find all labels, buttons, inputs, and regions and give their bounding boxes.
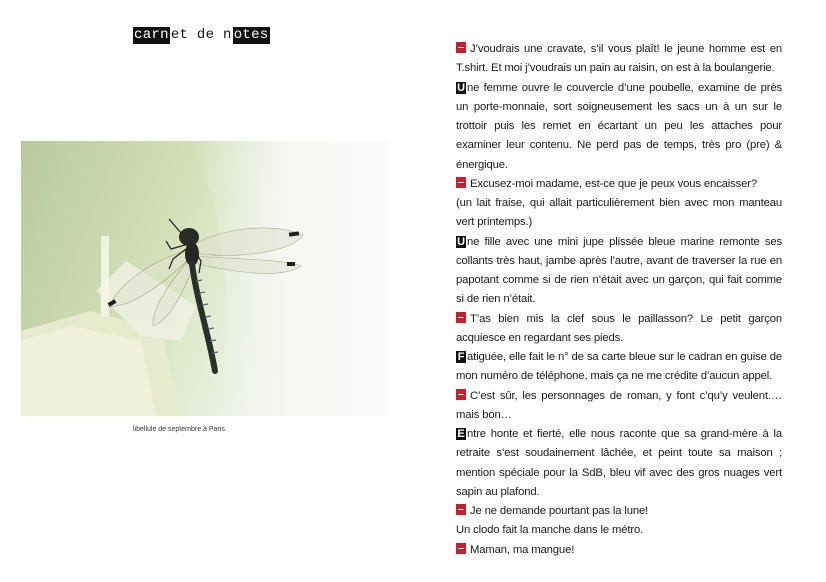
red-dash-marker xyxy=(456,389,466,400)
note-paragraph xyxy=(456,387,782,426)
note-paragraph xyxy=(456,502,782,521)
drop-initial: U xyxy=(457,235,465,248)
note-paragraph xyxy=(456,233,782,310)
drop-initial: F xyxy=(457,351,465,363)
note-paragraph xyxy=(456,175,782,194)
paragraph-text: C’est sûr, les personnages de roman, y font c’qu’y veulent.… mais bon… xyxy=(456,389,782,421)
note-paragraph xyxy=(456,310,782,349)
dragonfly-photo xyxy=(21,141,389,416)
note-paragraph xyxy=(456,40,782,79)
red-dash-marker xyxy=(456,543,466,554)
title-part-2: et de n xyxy=(170,27,232,43)
paragraph-text: Maman, ma mangue! xyxy=(470,543,575,556)
notes-text xyxy=(456,40,782,560)
paragraph-text: atiguée, elle fait le n° de sa carte bleue sur le cadran en guise de mon numéro de téléphone, mais ça ne me crédite d’aucun appel. xyxy=(456,351,782,383)
paragraph-text: T’as bien mis la clef sous le paillasson? Le petit garçon acquiesce en regardant ses pieds. xyxy=(456,312,782,344)
paragraph-text: ne femme ouvre le couvercle d’une poubelle, examine de près un porte-monnaie, sort soigneusement les sacs un à un sur le trottoir puis les remet en écartant un peu les attaches pour examiner leur contenu. Ne perd pas de temps, très pro (pre) & énergique. xyxy=(456,81,782,171)
note-paragraph xyxy=(456,425,782,502)
paragraph-text: Excusez-moi madame, est-ce que je peux vous encaisser? xyxy=(470,177,758,190)
red-dash-marker xyxy=(456,312,466,323)
paragraph-text: Je ne demande pourtant pas la lune! xyxy=(470,505,649,517)
drop-initial: U xyxy=(457,81,465,94)
red-dash-marker xyxy=(456,42,466,53)
title-part-3: otes xyxy=(233,27,269,43)
note-paragraph xyxy=(456,79,782,175)
paragraph-text: J’voudrais une cravate, s’il vous plaît! le jeune homme est en T.shirt. Et moi j’voudrais un pain au raisin, on est à la boulangerie. xyxy=(456,43,782,75)
note-paragraph xyxy=(456,348,782,387)
photo-caption: libellule de septembre à Paris xyxy=(133,426,225,433)
red-dash-marker xyxy=(456,504,466,515)
paragraph-text: ntre honte et fierté, elle nous raconte que sa grand-mère à la retraite s’est soudainement lâchée, et peint toute sa maison ; mention spéciale pour la SdB, bleu vif avec des gros nuages vert sapin au plafond. xyxy=(456,428,782,498)
note-paragraph xyxy=(456,194,782,233)
red-dash-marker xyxy=(456,177,466,188)
drop-initial: E xyxy=(457,428,465,440)
title-part-1: carn xyxy=(134,27,169,43)
note-paragraph xyxy=(456,541,782,560)
notebook-title xyxy=(133,27,270,44)
paragraph-text: (un lait fraise, qui allait particulièrement bien avec mon manteau vert printemps.) xyxy=(456,197,782,229)
paragraph-text: ne fille avec une mini jupe plissée bleue marine remonte ses collants très haut, jambe après l’autre, avant de traverser la rue en papotant comme si de rien n’était avec un garçon, qui fait comme si de rien n’était. xyxy=(456,235,782,306)
dragonfly-illustration xyxy=(21,141,389,416)
note-paragraph xyxy=(456,521,782,540)
paragraph-text: Un clodo fait la manche dans le métro. xyxy=(456,524,644,537)
